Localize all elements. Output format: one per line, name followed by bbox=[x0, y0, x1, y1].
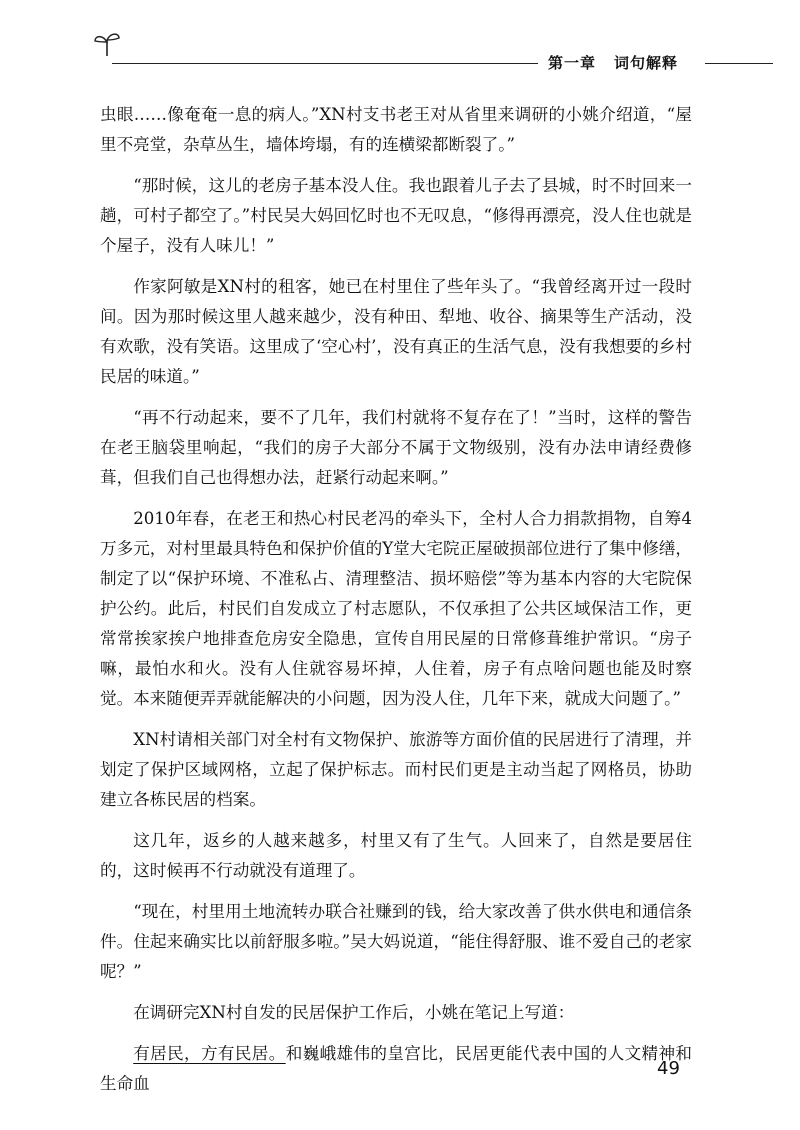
paragraph-5: 2010年春，在老王和热心村民老冯的牵头下，全村人合力捐款捐物，自筹4万多元，对村里最具特色和保护价值的Y堂大宅院正屋破损部位进行了集中修缮，制定了以“保护环境、不准私占、清理整洁、损坏赔偿”等为基本内容的大宅院保护公约。此后，村民们自发成立了村志愿队，不仅承担了公共区域保洁工作，更常常挨家挨户地排查危房安全隐患，宣传自用民屋的日常修葺维护常识。“房子嘛，最怕水和火。没有人住就容易坏掉，人住着，房子有点啥问题也能及时察觉。本来随便弄弄就能解决的小问题，因为没人住，几年下来，就成大问题了。” bbox=[100, 509, 692, 708]
chapter-title bbox=[548, 52, 678, 73]
sprout-icon bbox=[92, 28, 122, 58]
page-body bbox=[100, 100, 692, 1110]
paragraph-1: 虫眼……像奄奄一息的病人。”XN村支书老王对从省里来调研的小姚介绍道，“屋里不亮堂，杂草丛生，墙体垮塌，有的连横梁都断裂了。” bbox=[100, 105, 692, 154]
paragraph-8: “现在，村里用土地流转办联合社赚到的钱，给大家改善了供水供电和通信条件。住起来确实比以前舒服多啦。”吴大妈说道，“能住得舒服、谁不爱自己的老家呢？” bbox=[100, 902, 692, 981]
paragraph-6: XN村请相关部门对全村有文物保护、旅游等方面价值的民居进行了清理，并划定了保护区域网格，立起了保护标志。而村民们更是主动当起了网格员，协助建立各栋民居的档案。 bbox=[100, 730, 692, 809]
paragraph-9: 在调研完XN村自发的民居保护工作后，小姚在笔记上写道： bbox=[133, 1003, 575, 1022]
page-header bbox=[0, 0, 800, 80]
chapter-number: 第一章 bbox=[548, 54, 597, 72]
page-number: 49 bbox=[657, 1058, 680, 1079]
paragraph-7: 这几年，返乡的人越来越多，村里又有了生气。人回来了，自然是要居住的，这时候再不行动就没有道理了。 bbox=[100, 831, 692, 880]
paragraph-2: “那时候，这儿的老房子基本没人住。我也跟着儿子去了县城，时不时回来一趟，可村子都空了。”村民吴大妈回忆时也不无叹息，“修得再漂亮，没人住也就是个屋子，没有人味儿！” bbox=[100, 176, 692, 255]
header-rule-left bbox=[112, 63, 538, 64]
header-rule-right bbox=[705, 63, 773, 64]
section-title: 词句解释 bbox=[614, 54, 679, 72]
underlined-phrase: 有居民，方有民居。 bbox=[133, 1044, 286, 1063]
paragraph-4: “再不行动起来，要不了几年，我们村就将不复存在了！”当时，这样的警告在老王脑袋里响起，“我们的房子大部分不属于文物级别，没有办法申请经费修葺，但我们自己也得想办法，赶紧行动起来啊。” bbox=[100, 408, 692, 487]
paragraph-10-text: 和巍峨雄伟的皇宫比，民居更能代表中国的人文精神和生命血 bbox=[100, 1044, 692, 1093]
paragraph-3: 作家阿敏是XN村的租客，她已在村里住了些年头了。“我曾经离开过一段时间。因为那时候这里人越来越少，没有种田、犁地、收谷、摘果等生产活动，没有欢歌，没有笑语。这里成了‘空心村’，没有真正的生活气息，没有我想要的乡村民居的味道。” bbox=[100, 277, 692, 386]
paragraph-10 bbox=[100, 1039, 692, 1099]
